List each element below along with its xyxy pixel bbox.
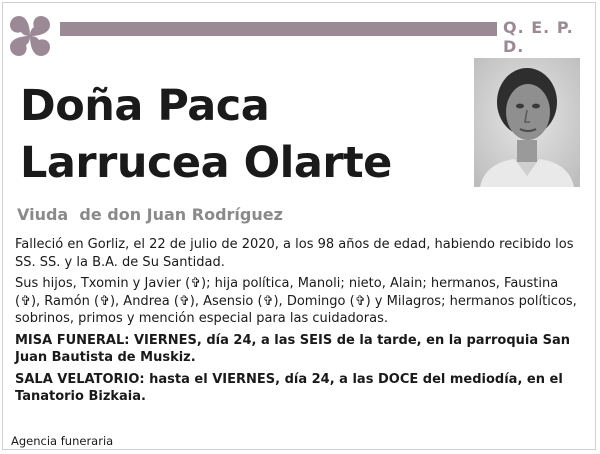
deceased-name [20,78,392,192]
wake-room-info: SALA VELATORIO: hasta el VIERNES, día 24, a las DOCE del mediodía, en el Tanatorio Bizkaia. [15,371,563,404]
qepd-label: Q. E. P. D. [503,18,574,56]
notice-body [15,236,585,410]
family-list: Sus hijos, Txomin y Javier (✞); hija política, Manoli; nieto, Alain; hermanos, Faustina (✞), Ramón (✞), Andrea (✞), Asensio (✞), Domingo (✞) y Milagros; hermanos políticos, sobrinos, primos y mención especial para las cuidadoras. [15,276,577,326]
funeral-home-label: Agencia funeraria [11,434,114,448]
header-rule [60,22,497,36]
portrait-photo [474,58,580,187]
name-line-2: Larrucea Olarte [20,138,392,188]
spouse-line: Viuda de don Juan Rodríguez [17,205,283,224]
lauburu-icon [4,10,56,62]
name-line-1: Doña Paca [20,81,270,131]
death-announcement: Falleció en Gorliz, el 22 de julio de 2020, a los 98 años de edad, habiendo recibido los SS. SS. y la B.A. de Su Santidad. [15,237,574,270]
funeral-mass-info: MISA FUNERAL: VIERNES, día 24, a las SEIS de la tarde, en la parroquia San Juan Bautista de Muskiz. [15,332,571,365]
